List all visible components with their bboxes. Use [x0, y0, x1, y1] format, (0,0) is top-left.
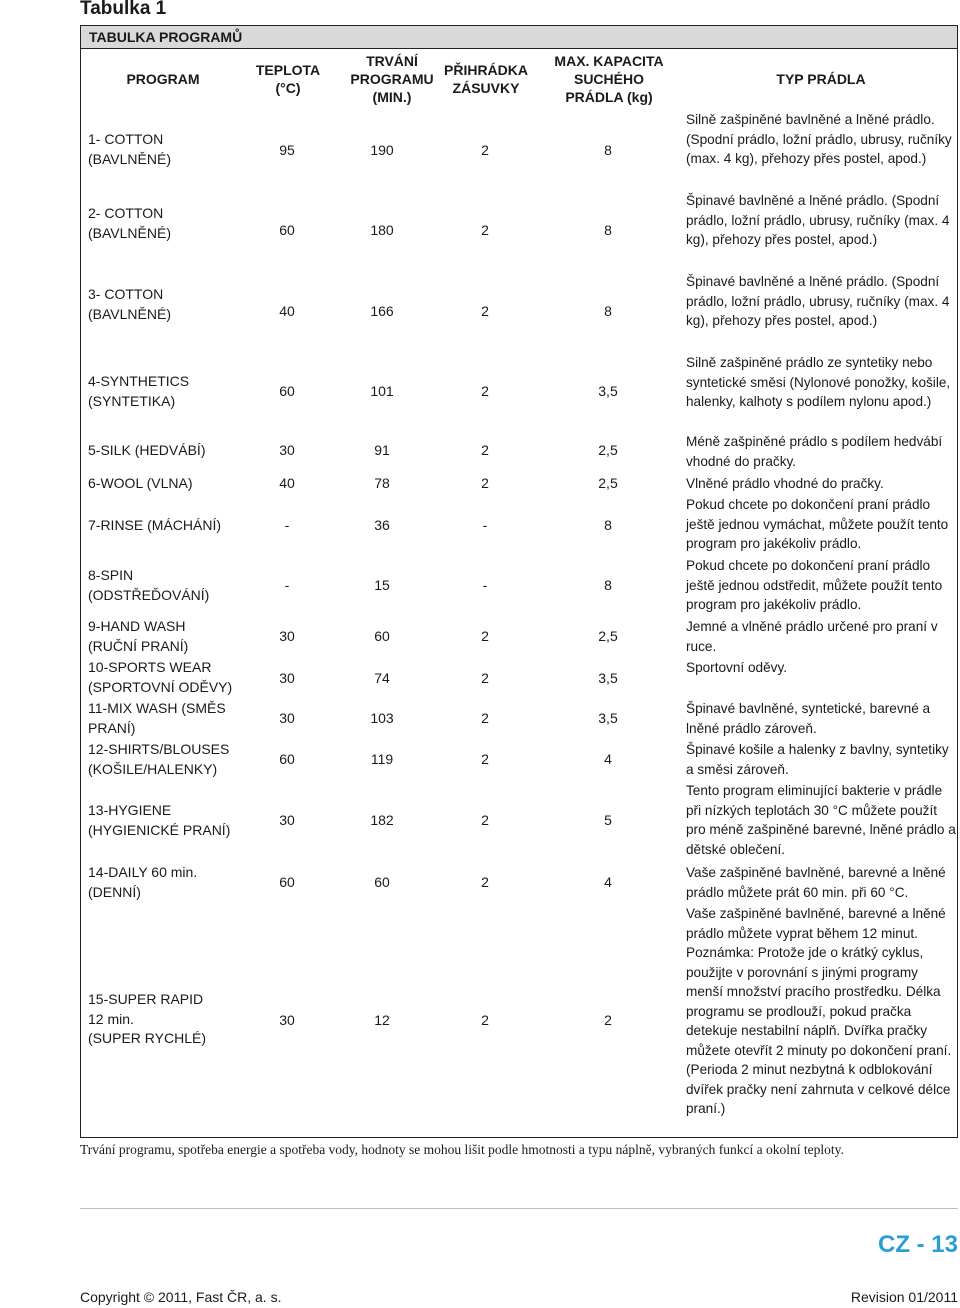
cell-capacity: 4 — [604, 874, 612, 890]
cell-duration: 74 — [374, 670, 390, 686]
table-title-bar — [80, 25, 958, 49]
cell-drawer: 2 — [481, 628, 489, 644]
cell-temp: - — [284, 577, 290, 593]
laundry-type: Vlněné prádlo vhodné do pračky. — [686, 476, 884, 491]
program-name: 8-SPIN (ODSTŘEĎOVÁNÍ) — [88, 567, 210, 603]
cell-temp: 40 — [279, 303, 295, 319]
header-duration: TRVÁNÍ PROGRAMU (MIN.) — [350, 53, 434, 105]
cell-duration: 12 — [374, 1012, 390, 1028]
program-name: 6-WOOL (VLNA) — [88, 475, 193, 491]
cell-capacity: 4 — [604, 751, 612, 767]
laundry-type: Vaše zašpiněné bavlněné, barevné a lněné prádlo můžete prát 60 min. při 60 °C. — [686, 865, 946, 900]
cell-duration: 182 — [370, 812, 394, 828]
copyright: Copyright © 2011, Fast ČR, a. s. — [80, 1289, 282, 1305]
cell-temp: 60 — [279, 383, 295, 399]
cell-temp: 60 — [279, 751, 295, 767]
cell-temp: 95 — [279, 142, 295, 158]
header-drawer: PŘIHRÁDKA ZÁSUVKY — [444, 62, 528, 96]
cell-duration: 60 — [374, 874, 390, 890]
laundry-type: Méně zašpiněné prádlo s podílem hedvábí vhodné do pračky. — [686, 434, 943, 469]
program-name: 7-RINSE (MÁCHÁNÍ) — [88, 517, 222, 533]
cell-drawer: - — [482, 517, 488, 533]
laundry-type: Špinavé bavlněné a lněné prádlo. (Spodní prádlo, ložní prádlo, ubrusy, ručníky (max. 4 kg), přehozy přes postel, apod.) — [686, 193, 950, 247]
laundry-type: Silně zašpiněné prádlo ze syntetiky nebo syntetické směsi (Nylonové ponožky, košile, halenky, kalhoty s podílem nylonu apod.) — [686, 355, 951, 409]
program-name: 1- COTTON (BAVLNĚNÉ) — [88, 131, 171, 167]
cell-duration: 166 — [370, 303, 394, 319]
program-name: 4-SYNTHETICS (SYNTETIKA) — [88, 373, 190, 409]
cell-drawer: 2 — [481, 303, 489, 319]
cell-capacity: 3,5 — [598, 670, 618, 686]
cell-duration: 60 — [374, 628, 390, 644]
header-laundry-type: TYP PRÁDLA — [776, 71, 866, 87]
program-name: 12-SHIRTS/BLOUSES (KOŠILE/HALENKY) — [88, 741, 230, 777]
cell-duration: 180 — [370, 222, 394, 238]
revision: Revision 01/2011 — [850, 1289, 958, 1305]
cell-drawer: 2 — [481, 670, 489, 686]
cell-capacity: 2 — [604, 1012, 612, 1028]
cell-drawer: 2 — [481, 710, 489, 726]
cell-temp: 30 — [279, 710, 295, 726]
program-name: 10-SPORTS WEAR (SPORTOVNÍ ODĚVY) — [88, 659, 233, 695]
cell-duration: 119 — [370, 751, 394, 767]
page-number: CZ - 13 — [877, 1231, 958, 1258]
cell-drawer: 2 — [481, 475, 489, 491]
header-capacity: MAX. KAPACITA SUCHÉHO PRÁDLA (kg) — [554, 53, 664, 105]
cell-capacity: 8 — [604, 142, 612, 158]
program-name: 13-HYGIENE (HYGIENICKÉ PRANÍ) — [88, 802, 231, 838]
cell-drawer: 2 — [481, 751, 489, 767]
cell-temp: 30 — [279, 812, 295, 828]
cell-drawer: - — [482, 577, 488, 593]
cell-temp: - — [284, 517, 290, 533]
cell-temp: 40 — [279, 475, 295, 491]
program-name: 14-DAILY 60 min. (DENNÍ) — [88, 864, 198, 900]
cell-drawer: 2 — [481, 874, 489, 890]
laundry-type: Vaše zašpiněné bavlněné, barevné a lněné prádlo můžete vyprat během 12 minut. Poznámka: Protože jde o krátký cyklus, použijte v porovnání s jinými programy menší množství pracího prostředku. Délka programu se prodlouží, pokud pračka detekuje nestabilní náplň. Dvířka pračky můžete otevřít 2 minuty po dokončení praní. (Perioda 2 minut nezbytná k odblokování dvířek pračky není zahrnuta v celkové délce praní.) — [686, 906, 952, 1116]
program-name: 5-SILK (HEDVÁBÍ) — [88, 442, 206, 458]
cell-drawer: 2 — [481, 222, 489, 238]
table-title: TABULKA PROGRAMŮ — [89, 29, 243, 45]
cell-duration: 101 — [370, 383, 394, 399]
document-title: Tabulka 1 — [80, 0, 167, 19]
footer-divider — [80, 1208, 958, 1209]
cell-temp: 30 — [279, 442, 295, 458]
cell-capacity: 8 — [604, 577, 612, 593]
laundry-type: Pokud chcete po dokončení praní prádlo ještě jednou odstředit, můžete použít tento program pro jakékoliv prádlo. — [686, 558, 943, 612]
cell-temp: 60 — [279, 222, 295, 238]
cell-drawer: 2 — [481, 812, 489, 828]
cell-capacity: 2,5 — [598, 475, 618, 491]
header-temperature: TEPLOTA (°C) — [255, 62, 321, 96]
cell-capacity: 8 — [604, 303, 612, 319]
laundry-type: Špinavé košile a halenky z bavlny, syntetiky a směsi zároveň. — [686, 742, 949, 777]
cell-temp: 30 — [279, 670, 295, 686]
cell-duration: 78 — [374, 475, 390, 491]
cell-drawer: 2 — [481, 442, 489, 458]
cell-drawer: 2 — [481, 142, 489, 158]
laundry-type: Špinavé bavlněné a lněné prádlo. (Spodní prádlo, ložní prádlo, ubrusy, ručníky (max. 4 kg), přehozy přes postel, apod.) — [686, 274, 950, 328]
program-name: 11-MIX WASH (SMĚS PRANÍ) — [88, 700, 226, 736]
cell-capacity: 8 — [604, 222, 612, 238]
cell-duration: 91 — [374, 442, 390, 458]
cell-duration: 15 — [374, 577, 390, 593]
program-name: 2- COTTON (BAVLNĚNÉ) — [88, 205, 171, 241]
header-program: PROGRAM — [126, 71, 200, 87]
cell-temp: 30 — [279, 1012, 295, 1028]
cell-duration: 190 — [370, 142, 394, 158]
cell-temp: 60 — [279, 874, 295, 890]
cell-temp: 30 — [279, 628, 295, 644]
laundry-type: Tento program eliminující bakterie v prádle při nízkých teplotách 30 °C můžete použít pro méně zašpiněné barevné, lněné prádlo a dětské oblečení. — [686, 783, 956, 857]
cell-drawer: 2 — [481, 1012, 489, 1028]
laundry-type: Pokud chcete po dokončení praní prádlo ještě jednou vymáchat, můžete použít tento program pro jakékoliv prádlo. — [686, 497, 949, 551]
cell-capacity: 2,5 — [598, 442, 618, 458]
laundry-type: Silně zašpiněné bavlněné a lněné prádlo. (Spodní prádlo, ložní prádlo, ubrusy, ručníky (max. 4 kg), přehozy přes postel, apod.) — [686, 112, 952, 166]
laundry-type: Sportovní oděvy. — [686, 660, 788, 675]
cell-capacity: 8 — [604, 517, 612, 533]
cell-capacity: 3,5 — [598, 383, 618, 399]
cell-drawer: 2 — [481, 383, 489, 399]
cell-duration: 36 — [374, 517, 390, 533]
program-name: 9-HAND WASH (RUČNÍ PRANÍ) — [88, 618, 189, 654]
cell-duration: 103 — [370, 710, 394, 726]
cell-capacity: 2,5 — [598, 628, 618, 644]
program-name: 3- COTTON (BAVLNĚNÉ) — [88, 286, 171, 322]
program-name: 15-SUPER RAPID 12 min. (SUPER RYCHLÉ) — [88, 991, 206, 1046]
cell-capacity: 3,5 — [598, 710, 618, 726]
cell-capacity: 5 — [604, 812, 612, 828]
laundry-type: Jemné a vlněné prádlo určené pro praní v ruce. — [686, 619, 938, 654]
laundry-type: Špinavé bavlněné, syntetické, barevné a lněné prádlo zároveň. — [686, 701, 931, 736]
footnote: Trvání programu, spotřeba energie a spotřeba vody, hodnoty se mohou lišit podle hmotnosti a typu náplně, vybraných funkcí a okolní teploty. — [80, 1142, 844, 1157]
